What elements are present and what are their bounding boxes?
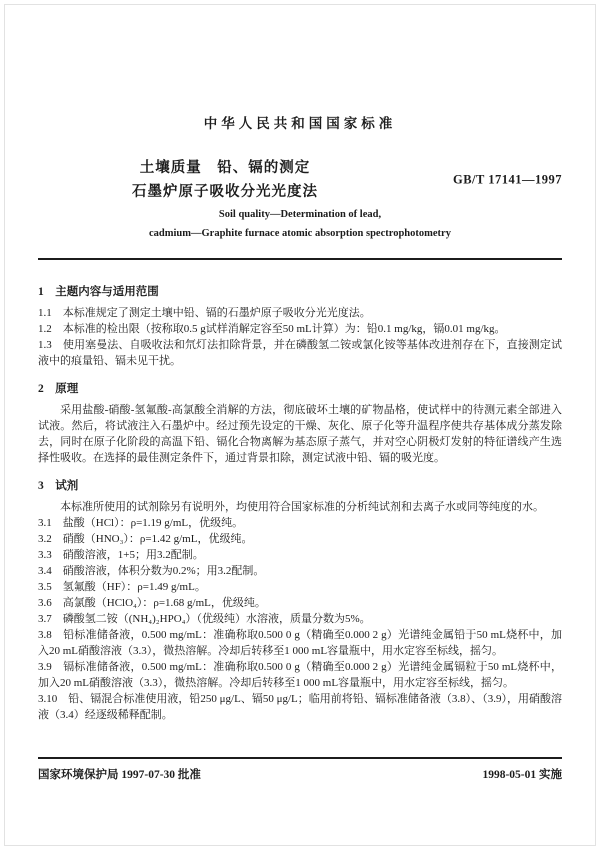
standard-category-label: 中华人民共和国国家标准 (203, 116, 397, 131)
paragraph: 3.8 铅标准储备液，0.500 mg/mL：准确称取0.500 0 g（精确至0.000 2 g）光谱纯金属铅于50 mL烧杯中，加入20 mL硝酸溶液（3.3），微热溶解。冷却后转移至1 000 mL容量瓶中，用水定容至标线，摇匀。 (38, 629, 562, 657)
paragraph: 3.3 硝酸溶液，1+5；用3.2配制。 (38, 549, 204, 561)
title-block (38, 156, 562, 204)
document-footer (38, 757, 562, 782)
section-heading: 1 主题内容与适用范围 (38, 286, 159, 298)
section-heading: 3 试剂 (38, 480, 79, 492)
paragraph: 1.2 本标准的检出限（按称取0.5 g试样消解定容至50 mL计算）为：铅0.1 mg/kg，镉0.01 mg/kg。 (38, 323, 506, 335)
approval-info: 国家环境保护局 1997-07-30 批准 (38, 769, 201, 781)
paragraph: 3.9 镉标准储备液，0.500 mg/mL：准确称取0.500 0 g（精确至0.000 2 g）光谱纯金属镉粒于50 mL烧杯中，加入20 mL硝酸溶液（3.3），微热溶解。冷却后转移至1 000 mL容量瓶中，用水定容至标线，摇匀。 (38, 661, 562, 689)
implementation-date: 1998-05-01 实施 (482, 769, 562, 781)
paragraph: 3.1 盐酸（HCl）：ρ=1.19 g/mL，优级纯。 (38, 517, 244, 529)
paragraph: 3.2 硝酸（HNO₃）：ρ=1.42 g/mL，优级纯。 (38, 533, 253, 545)
document-title-line2: 石墨炉原子吸收分光光度法 (132, 184, 318, 200)
paragraph: 1.1 本标准规定了测定土壤中铅、镉的石墨炉原子吸收分光光度法。 (38, 307, 371, 319)
document-title-en-line2: cadmium—Graphite furnace atomic absorption spectrophotometry (149, 228, 451, 239)
standard-number: GB/T 17141—1997 (452, 172, 562, 187)
section-heading: 2 原理 (38, 383, 79, 395)
paragraph: 3.7 磷酸氢二铵（(NH₄)₂HPO₄）（优级纯）水溶液，质量分数为5%。 (38, 613, 371, 625)
document-title-line1: 土壤质量 铅、镉的测定 (139, 160, 311, 176)
paragraph: 1.3 使用塞曼法、自吸收法和氘灯法扣除背景，并在磷酸氢二铵或氯化铵等基体改进剂存在下，直接测定试液中的痕量铅、镉未见干扰。 (38, 339, 562, 367)
document-body (38, 260, 562, 723)
paragraph: 3.10 铅、镉混合标准使用液，铅250 μg/L、镉50 μg/L；临用前将铅、镉标准储备液（3.8）、（3.9），用硝酸溶液（3.4）经逐级稀释配制。 (38, 693, 562, 721)
paragraph: 本标准所使用的试剂除另有说明外，均使用符合国家标准的分析纯试剂和去离子水或同等纯度的水。 (60, 501, 544, 513)
document-title-en-line1: Soil quality—Determination of lead, (218, 209, 382, 220)
paragraph: 3.5 氢氟酸（HF）：ρ=1.49 g/mL。 (38, 581, 206, 593)
paragraph: 采用盐酸-硝酸-氢氟酸-高氯酸全消解的方法，彻底破坏土壤的矿物晶格，使试样中的待测元素全部进入试液。然后，将试液注入石墨炉中。经过预先设定的干燥、灰化、原子化等升温程序使共存基体成分蒸发除去，同时在原子化阶段的高温下铅、镉化合物离解为基态原子蒸气，并对空心阴极灯发射的特征谱线产生选择性吸收。在选择的最佳测定条件下，通过背景扣除，测定试液中铅、镉的吸光度。 (38, 404, 562, 464)
paragraph: 3.6 高氯酸（HClO₄）：ρ=1.68 g/mL，优级纯。 (38, 597, 266, 609)
paragraph: 3.4 硝酸溶液，体积分数为0.2%；用3.2配制。 (38, 565, 265, 577)
document-header (38, 0, 562, 242)
